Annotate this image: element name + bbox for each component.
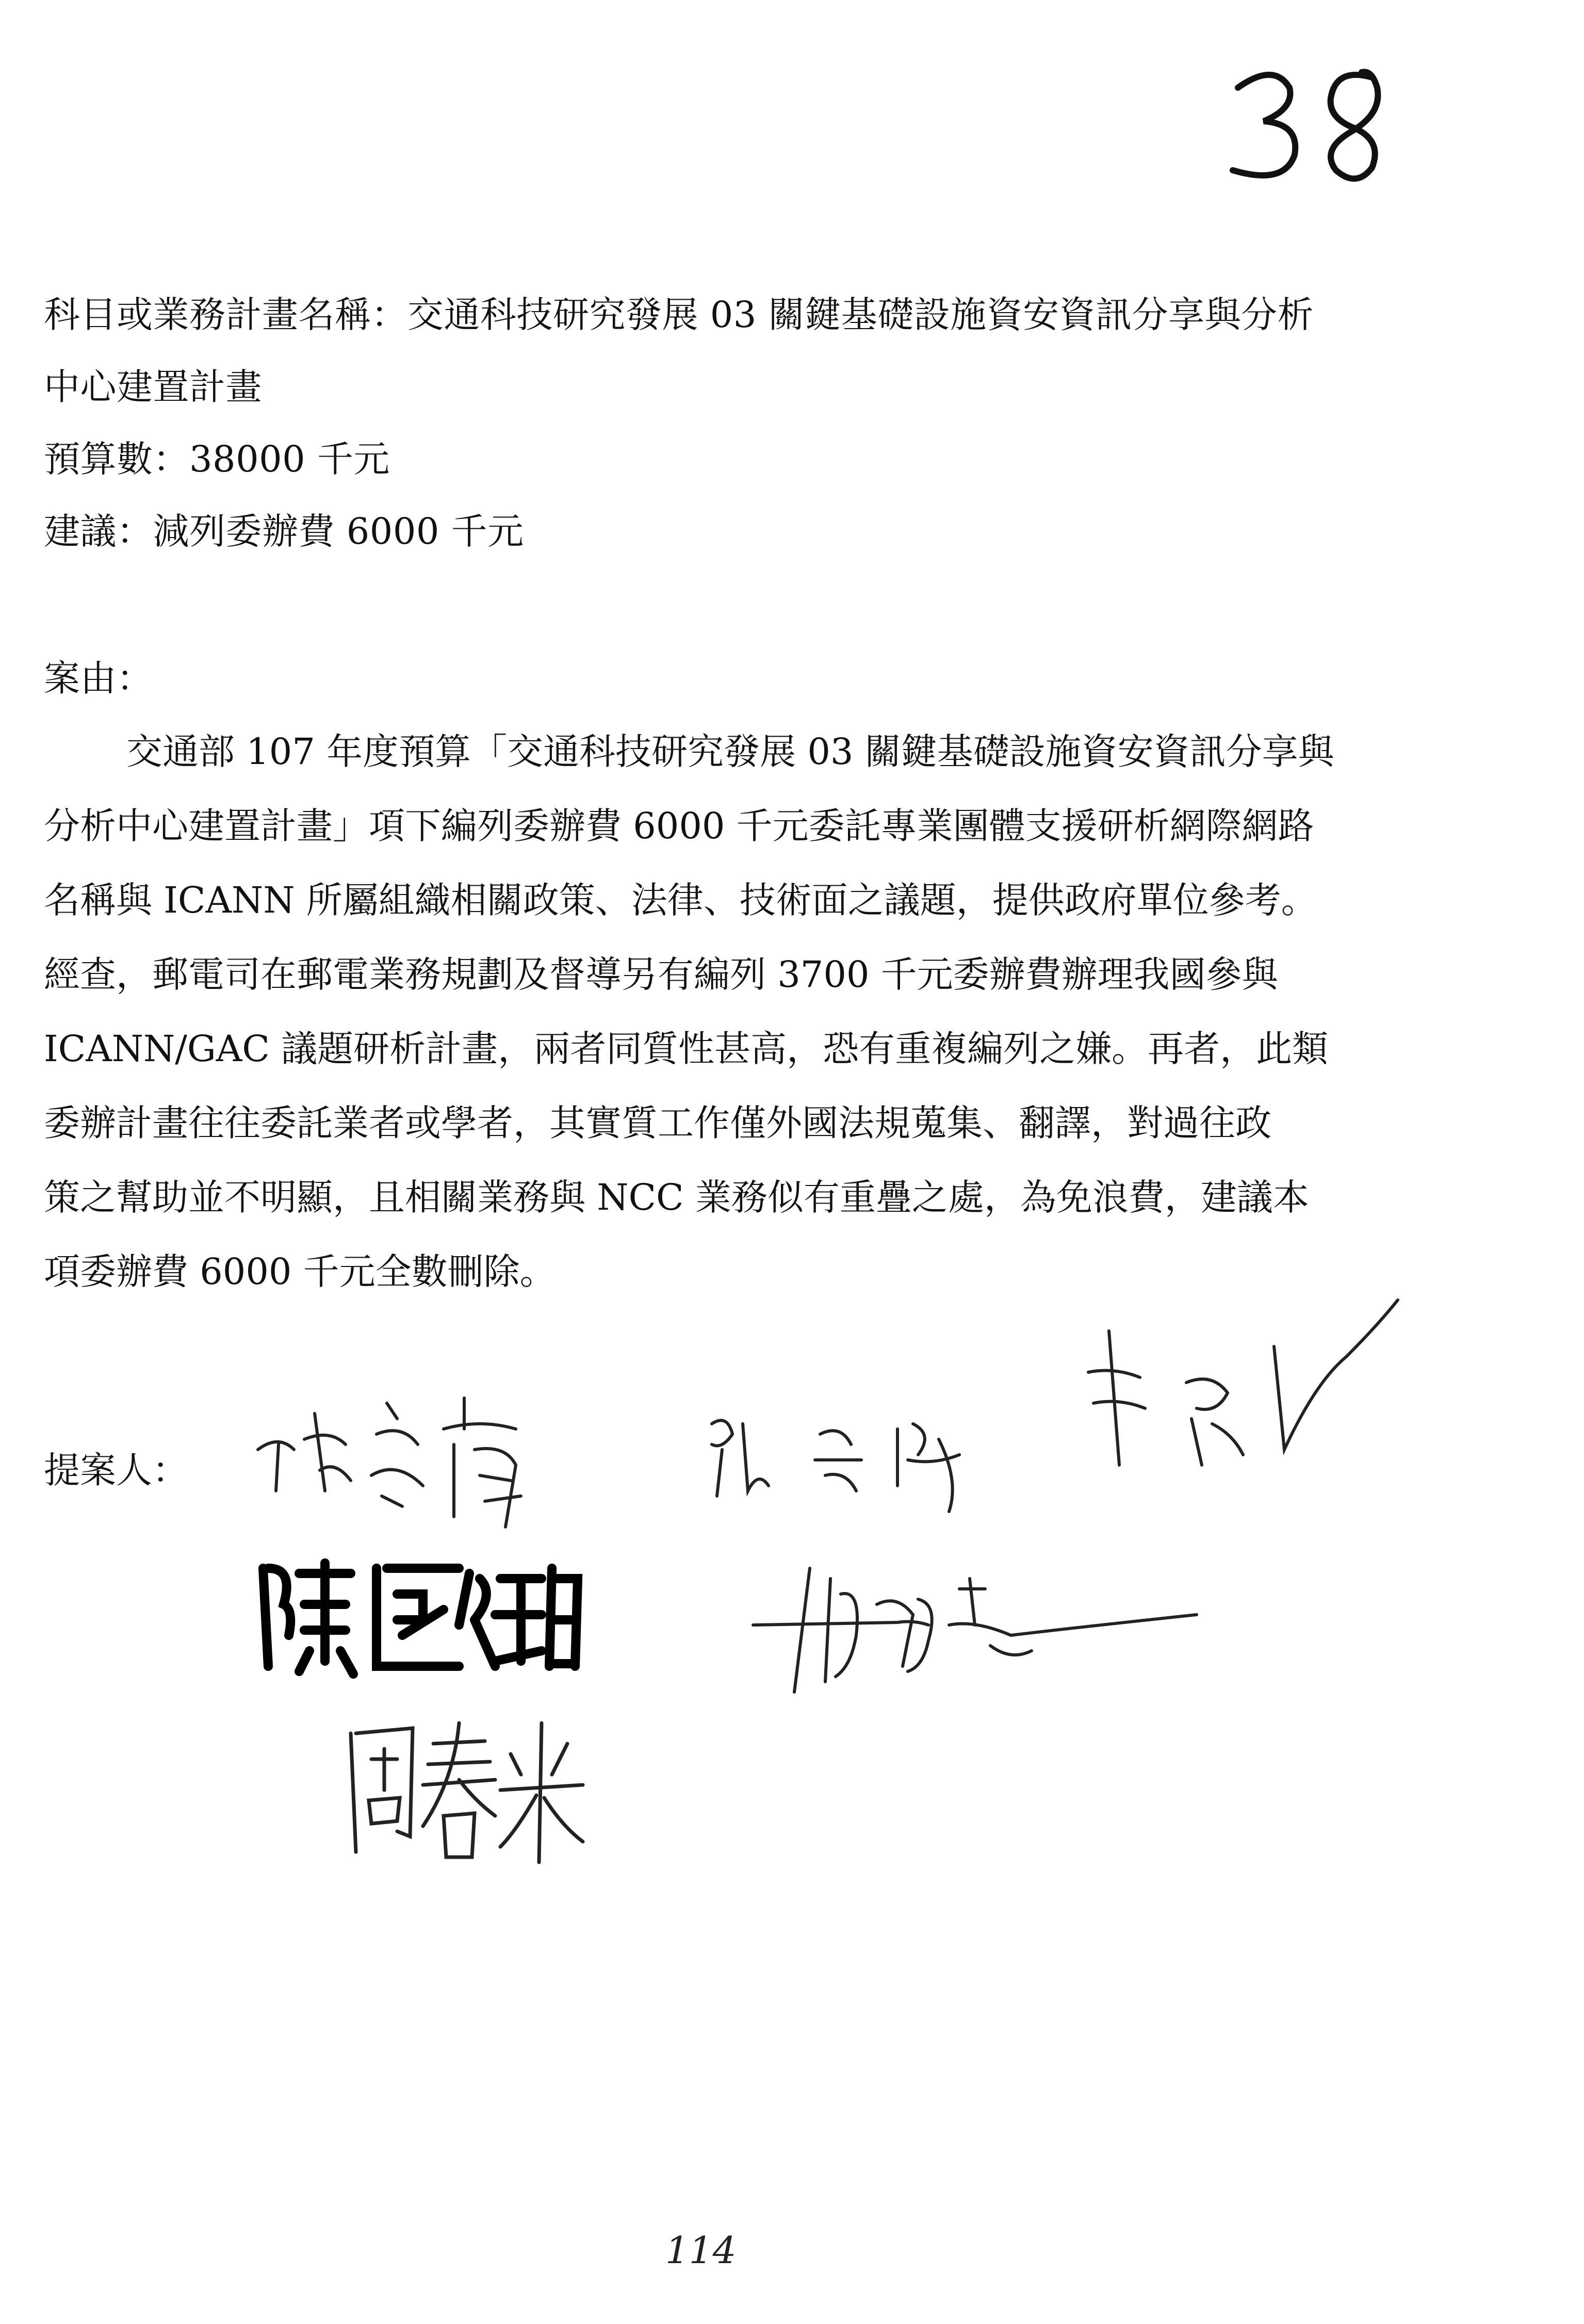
reason-line: 名稱與 ICANN 所屬組織相關政策、法律、技術面之議題，提供政府單位參考。 [44, 879, 1317, 921]
proposer-label: 提案人： [44, 1449, 188, 1491]
handwritten-page-number [1217, 57, 1403, 191]
signature-5 [743, 1548, 1207, 1702]
reason-line: 委辦計畫往往委託業者或學者，其實質工作僅外國法規蒐集、翻譯，對過往政 [44, 1102, 1271, 1144]
reason-label: 案由： [44, 657, 153, 700]
reason-line: 分析中心建置計畫」項下編列委辦費 6000 千元委託專業團體支援研析網際網路 [44, 805, 1314, 847]
project-name-line-1: 科目或業務計畫名稱：交通科技研究發展 03 關鍵基礎設施資安資訊分享與分析 [44, 294, 1314, 336]
reason-line: 策之幫助並不明顯，且相關業務與 NCC 業務似有重疊之處，為免浪費，建議本 [44, 1176, 1309, 1218]
reason-line: 項委辦費 6000 千元全數刪除。 [44, 1250, 556, 1293]
signature-2 [691, 1393, 1011, 1548]
signature-chen-ou-po [253, 1548, 583, 1692]
signature-1 [248, 1372, 609, 1558]
reason-line: 交通部 107 年度預算「交通科技研究發展 03 關鍵基礎設施資安資訊分享與 [126, 730, 1334, 773]
project-name-line-2: 中心建置計畫 [44, 366, 262, 408]
footer-page-number: 114 [665, 2229, 737, 2272]
suggestion: 建議：減列委辦費 6000 千元 [44, 510, 524, 552]
reason-line: 經查，郵電司在郵電業務規劃及督導另有編列 3700 千元委辦費辦理我國參與 [44, 953, 1278, 996]
reason-line: ICANN/GAC 議題研析計畫，兩者同質性甚高，恐有重複編列之嫌。再者，此類 [44, 1028, 1329, 1070]
signature-zhou-chun-mi [340, 1702, 588, 1878]
budget-amount: 預算數：38000 千元 [44, 438, 390, 480]
reason-paragraph [44, 714, 1436, 1309]
signature-3 [1057, 1279, 1418, 1537]
